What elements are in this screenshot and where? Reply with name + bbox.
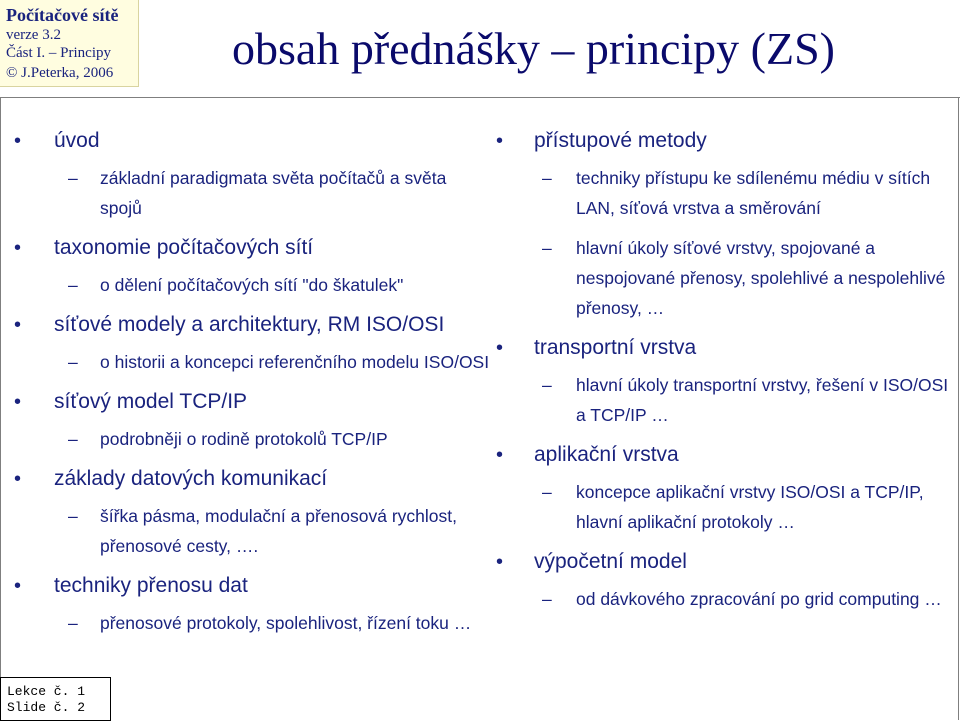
bullet-icon: • (496, 551, 504, 573)
title-divider (0, 97, 960, 98)
sub-item-text: šířka pásma, modulační a přenosová rychlost, přenosové cesty, …. (100, 506, 457, 556)
part-label: Část I. – Principy (6, 45, 111, 61)
dash-icon: – (68, 168, 78, 188)
bullet-icon: • (14, 468, 22, 490)
dash-icon: – (542, 589, 552, 609)
sub-item-text: přenosové protokoly, spolehlivost, řízení toku … (100, 613, 472, 633)
bullet-icon: • (14, 237, 22, 259)
bullet-text: síťové modely a architektury, RM ISO/OSI (54, 313, 445, 336)
bullet-icon: • (14, 391, 22, 413)
bullet-text: techniky přenosu dat (54, 574, 248, 597)
sub-item (0, 347, 490, 377)
sub-item-text: od dávkového zpracování po grid computing … (576, 589, 942, 609)
dash-icon: – (542, 375, 552, 395)
bullet-item (0, 387, 490, 417)
bullet-icon: • (14, 575, 22, 597)
bullet-item (0, 126, 490, 156)
left-column (0, 126, 490, 648)
dash-icon: – (542, 238, 552, 258)
version-label: verze 3.2 (6, 27, 61, 43)
dash-icon: – (542, 168, 552, 188)
sub-item (492, 584, 954, 614)
bullet-item (0, 571, 490, 601)
bullet-item (492, 547, 954, 577)
bullet-text: úvod (54, 129, 100, 152)
dash-icon: – (68, 506, 78, 526)
sub-item-text: podrobněji o rodině protokolů TCP/IP (100, 429, 388, 449)
dash-icon: – (68, 613, 78, 633)
right-column (492, 126, 954, 624)
bullet-text: taxonomie počítačových sítí (54, 236, 314, 259)
bullet-text: přístupové metody (534, 129, 707, 152)
slide-title: obsah přednášky – principy (ZS) (232, 23, 835, 74)
bullet-item (492, 440, 954, 470)
sub-item-text: hlavní úkoly síťové vrstvy, spojované a nespojované přenosy, spolehlivé a nespolehlivé přenosy, … (576, 238, 946, 318)
sub-item (0, 163, 490, 223)
slide-footer (0, 677, 111, 721)
sub-item (492, 477, 954, 537)
sub-item-text: o dělení počítačových sítí "do škatulek" (100, 275, 404, 295)
sub-item (492, 233, 954, 323)
bullet-icon: • (496, 337, 504, 359)
right-border (958, 97, 959, 720)
bullet-icon: • (496, 130, 504, 152)
bullet-item (0, 464, 490, 494)
dash-icon: – (68, 352, 78, 372)
bullet-item (492, 333, 954, 363)
dash-icon: – (542, 482, 552, 502)
bullet-icon: • (14, 130, 22, 152)
dash-icon: – (68, 275, 78, 295)
bullet-text: síťový model TCP/IP (54, 390, 248, 413)
bullet-text: výpočetní model (534, 550, 687, 573)
lecture-number: Lekce č. 1 (7, 684, 86, 699)
sub-item-text: hlavní úkoly transportní vrstvy, řešení v ISO/OSI a TCP/IP … (576, 375, 949, 425)
bullet-text: aplikační vrstva (534, 443, 679, 466)
sub-item-text: základní paradigmata světa počítačů a světa spojů (100, 168, 447, 218)
sub-item (492, 163, 954, 223)
bullet-item (492, 126, 954, 156)
bullet-text: transportní vrstva (534, 336, 697, 359)
sub-item-text: o historii a koncepci referenčního modelu ISO/OSI (100, 352, 490, 372)
bullet-item (0, 233, 490, 263)
sub-item (0, 608, 490, 638)
dash-icon: – (68, 429, 78, 449)
sub-item-text: koncepce aplikační vrstvy ISO/OSI a TCP/IP, hlavní aplikační protokoly … (576, 482, 924, 532)
sub-item-text: techniky přístupu ke sdílenému médiu v sítích LAN, síťová vrstva a směrování (576, 168, 931, 218)
bullet-item (0, 310, 490, 340)
course-info-box (0, 0, 139, 87)
author-label: © J.Peterka, 2006 (6, 65, 114, 81)
slide-number: Slide č. 2 (7, 700, 86, 715)
sub-item (492, 370, 954, 430)
bullet-text: základy datových komunikací (54, 467, 328, 490)
bullet-icon: • (14, 314, 22, 336)
course-name: Počítačové sítě (6, 5, 119, 25)
sub-item (0, 424, 490, 454)
sub-item (0, 501, 490, 561)
sub-item (0, 270, 490, 300)
bullet-icon: • (496, 444, 504, 466)
